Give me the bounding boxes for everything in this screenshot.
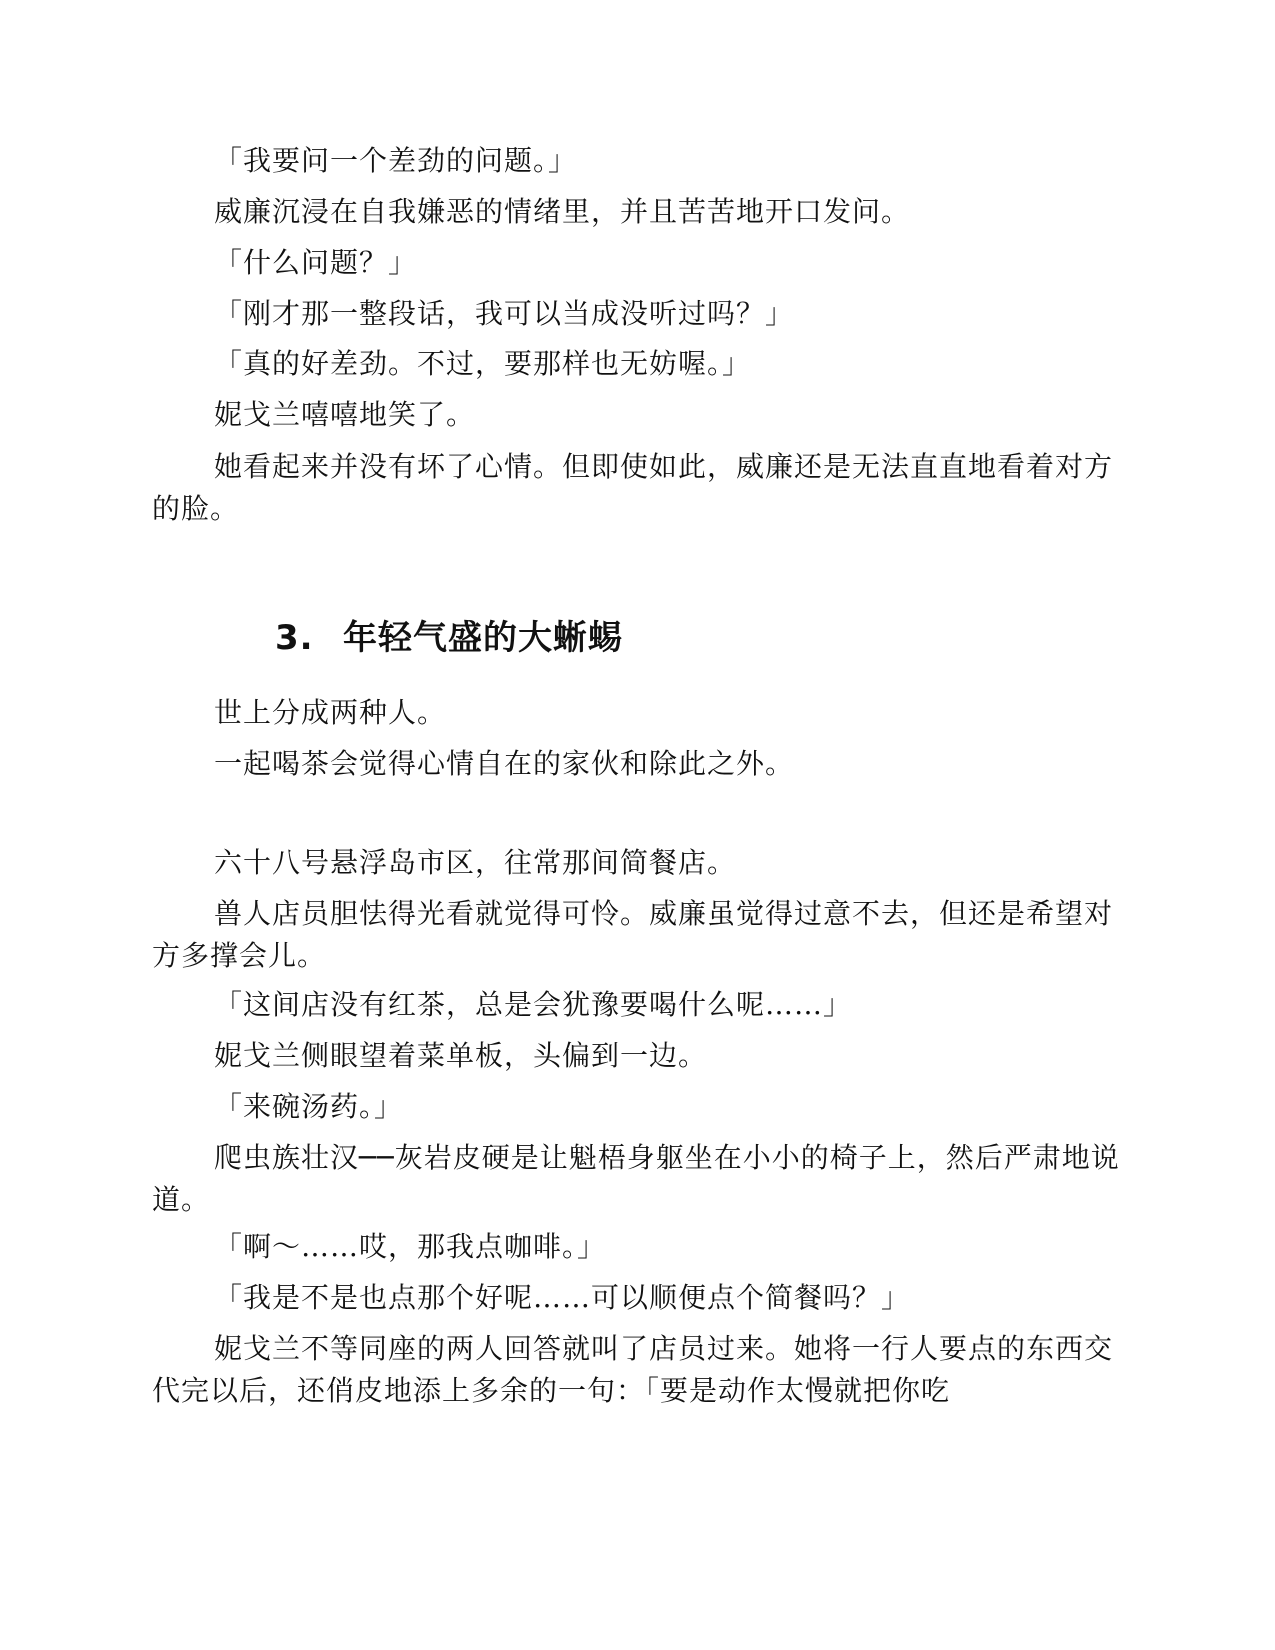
chapter-title: 年轻气盛的大蜥蜴 — [343, 618, 623, 658]
paragraph: 「这间店没有红茶，总是会犹豫要喝什么呢……」 — [214, 988, 853, 1021]
paragraph: 六十八号悬浮岛市区，往常那间简餐店。 — [214, 846, 737, 879]
paragraph: 一起喝茶会觉得心情自在的家伙和除此之外。 — [214, 747, 795, 780]
chapter-number: 3. — [275, 618, 314, 658]
paragraph: 世上分成两种人。 — [214, 696, 447, 729]
paragraph: 爬虫族壮汉──灰岩皮硬是让魁梧身躯坐在小小的椅子上，然后严肃地说道。 — [152, 1141, 1120, 1216]
chapter-heading — [275, 616, 623, 660]
paragraph: 「来碗汤药。」 — [214, 1090, 404, 1123]
paragraph: 「我是不是也点那个好呢……可以顺便点个简餐吗？」 — [214, 1281, 911, 1314]
paragraph: 「我要问一个差劲的问题。」 — [214, 144, 578, 177]
paragraph: 「刚才那一整段话，我可以当成没听过吗？」 — [214, 297, 795, 330]
paragraph: 妮戈兰侧眼望着菜单板，头偏到一边。 — [214, 1039, 708, 1072]
paragraph: 她看起来并没有坏了心情。但即使如此，威廉还是无法直直地看着对方的脸。 — [152, 450, 1114, 525]
paragraph: 「真的好差劲。不过，要那样也无妨喔。」 — [214, 347, 752, 380]
paragraph: 威廉沉浸在自我嫌恶的情绪里，并且苦苦地开口发问。 — [214, 195, 911, 228]
paragraph: 「什么问题？」 — [214, 246, 418, 279]
paragraph: 妮戈兰不等同座的两人回答就叫了店员过来。她将一行人要点的东西交代完以后，还俏皮地添上多余的一句：「要是动作太慢就把你吃 — [152, 1332, 1114, 1407]
paragraph: 妮戈兰嘻嘻地笑了。 — [214, 398, 476, 431]
paragraph: 「啊～……哎，那我点咖啡。」 — [214, 1230, 607, 1263]
paragraph: 兽人店员胆怯得光看就觉得可怜。威廉虽觉得过意不去，但还是希望对方多撑会儿。 — [152, 897, 1114, 972]
